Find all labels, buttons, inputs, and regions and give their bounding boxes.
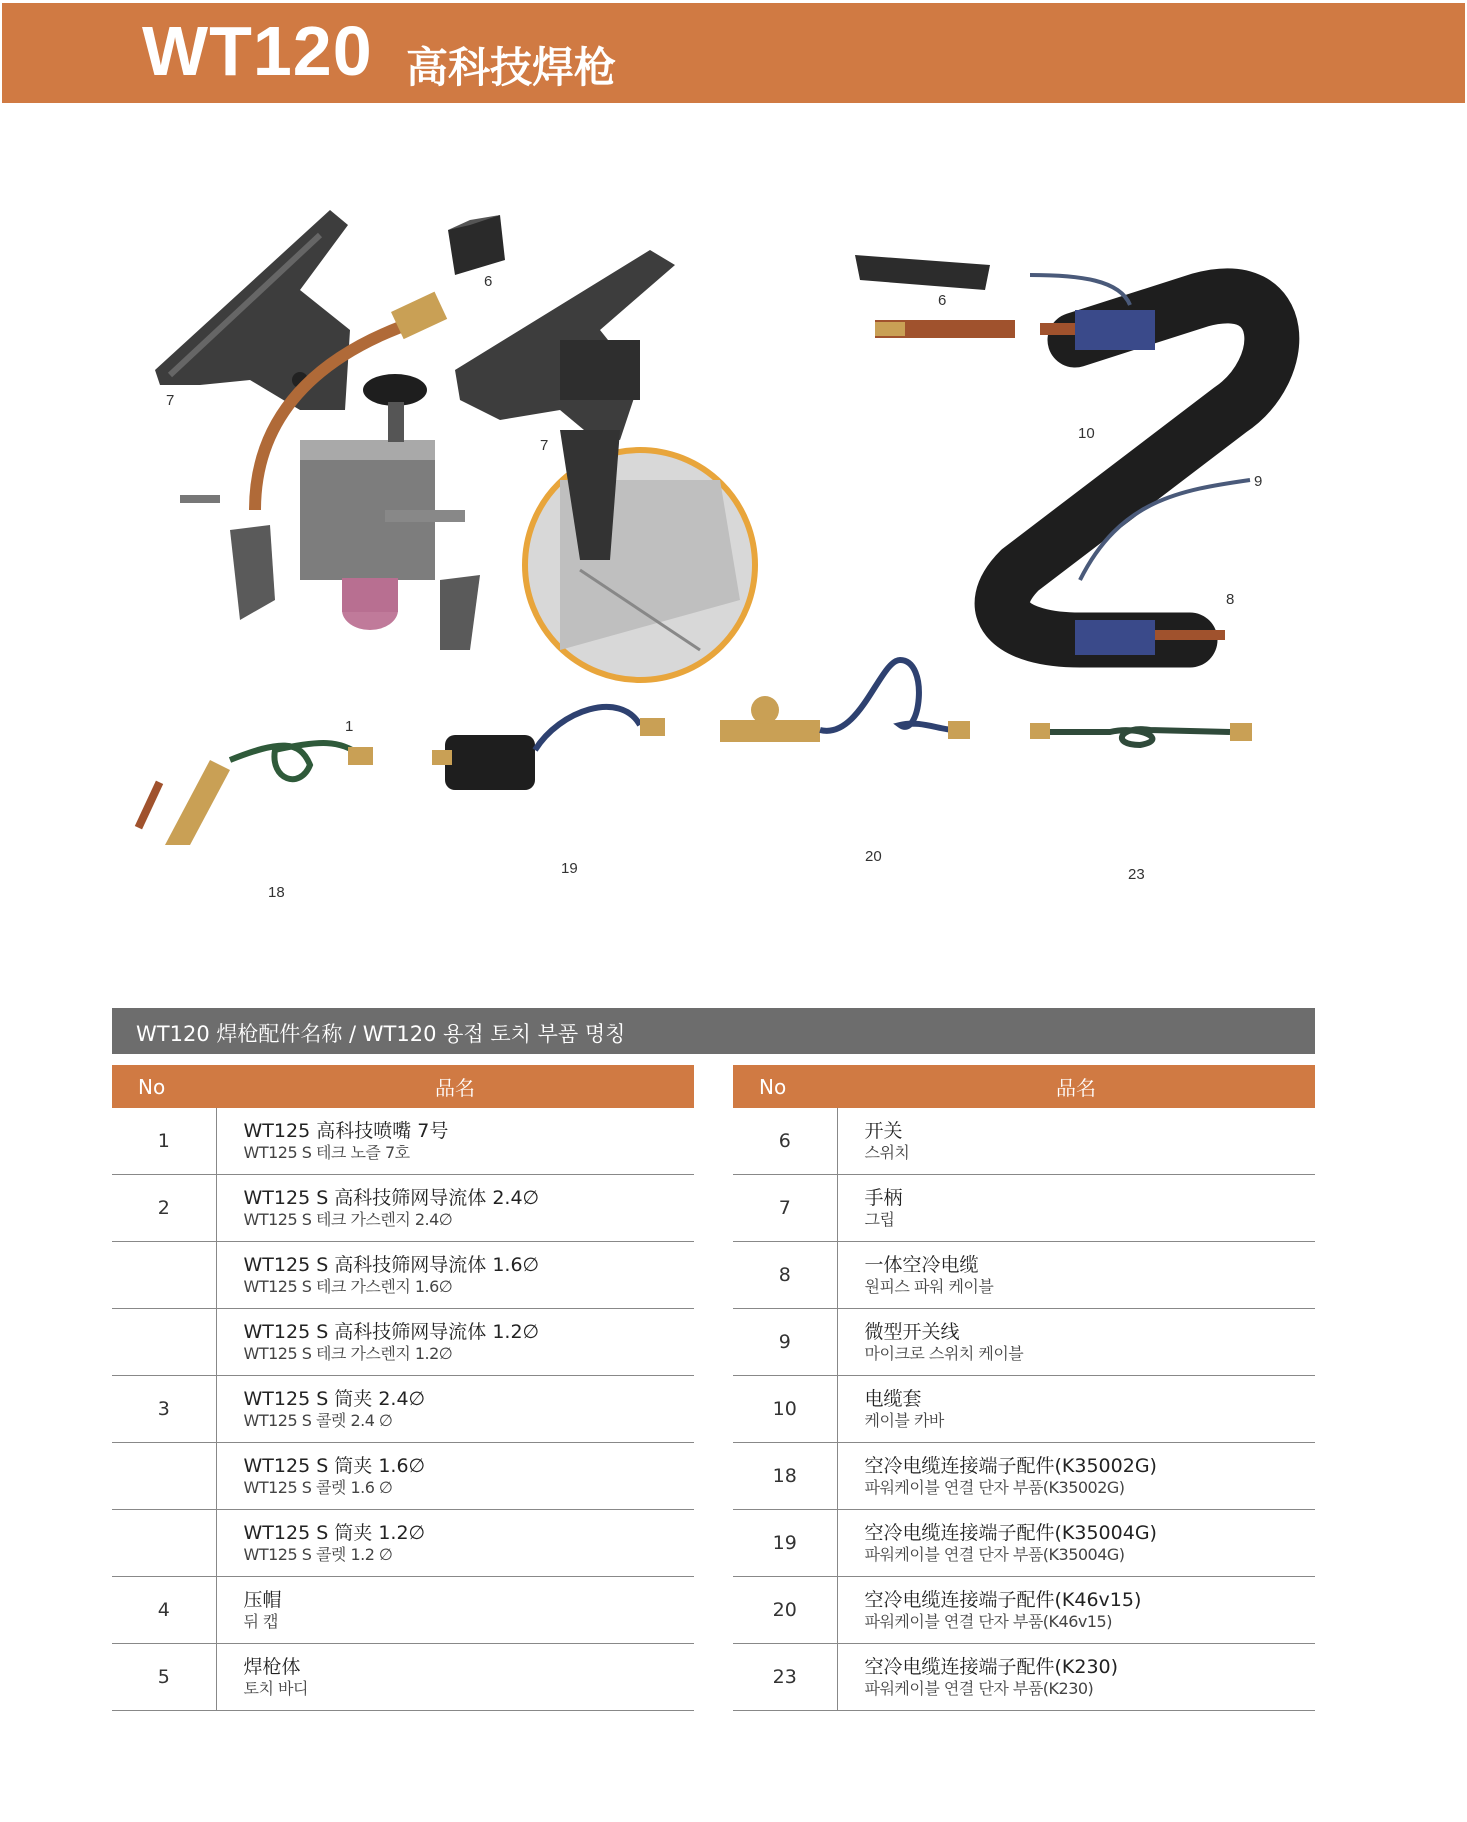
part-name-cn: 电缆套 (864, 1388, 922, 1410)
part-no: 5 (112, 1644, 216, 1711)
part-no: 10 (733, 1376, 837, 1443)
part-no: 9 (733, 1309, 837, 1376)
parts-table-title-text: WT120 焊枪配件名称 / WT120 용접 토치 부품 명칭 (136, 1022, 626, 1046)
callout-18: 18 (268, 884, 285, 901)
table-row (112, 1644, 694, 1711)
part-no: 8 (733, 1242, 837, 1309)
callout-6-right: 6 (938, 292, 947, 309)
part-no: 3 (112, 1376, 216, 1443)
part-name-cn: WT125 S 高科技筛网导流体 1.6∅ (243, 1254, 540, 1276)
connector-k35002g (135, 743, 373, 845)
part-no (112, 1309, 216, 1376)
connector-k46v15 (720, 660, 970, 742)
part-no (112, 1242, 216, 1309)
part-name-kr: 파워케이블 연결 단자 부품(K35004G) (864, 1545, 1125, 1564)
callout-23: 23 (1128, 866, 1145, 883)
part-name-kr: WT125 S 테크 가스렌지 1.2∅ (243, 1344, 453, 1363)
callout-10: 10 (1078, 425, 1095, 442)
part-name-kr: 파워케이블 연결 단자 부품(K35002G) (864, 1478, 1125, 1497)
table-row (733, 1242, 1315, 1309)
callout-6-top: 6 (484, 273, 493, 290)
model-title: WT120 (142, 12, 373, 90)
callout-9: 9 (1254, 473, 1263, 490)
table-row (733, 1443, 1315, 1510)
table-row (112, 1108, 694, 1175)
part-name-cn: WT125 S 筒夹 1.6∅ (243, 1455, 426, 1477)
part-name-cn: 空冷电缆连接端子配件(K46v15) (864, 1589, 1142, 1611)
part-name-cn: 手柄 (864, 1187, 903, 1209)
part-no: 2 (112, 1175, 216, 1242)
callout-7-right: 7 (540, 437, 549, 454)
table-row (112, 1175, 694, 1242)
table-row (733, 1309, 1315, 1376)
callout-19: 19 (561, 860, 578, 877)
connector-k230 (1030, 723, 1252, 745)
part-name-cn: WT125 S 高科技筛网导流体 2.4∅ (243, 1187, 540, 1209)
column-header-no: No (733, 1065, 837, 1108)
part-name-kr: WT125 S 콜렛 2.4 ∅ (243, 1411, 393, 1430)
callout-8: 8 (1226, 591, 1235, 608)
part-name-cn: 空冷电缆连接端子配件(K230) (864, 1656, 1119, 1678)
column-header-no: No (112, 1065, 216, 1108)
parts-table-left (112, 1065, 694, 1711)
table-row (733, 1108, 1315, 1175)
part-no: 4 (112, 1577, 216, 1644)
part-name-cn: 空冷电缆连接端子配件(K35002G) (864, 1455, 1157, 1477)
part-no: 7 (733, 1175, 837, 1242)
page-header (2, 3, 1465, 103)
part-no (112, 1510, 216, 1577)
part-name-cn: 空冷电缆连接端子配件(K35004G) (864, 1522, 1157, 1544)
part-name-cn: WT125 S 筒夹 1.2∅ (243, 1522, 426, 1544)
table-row (112, 1577, 694, 1644)
exploded-parts-diagram (0, 180, 1467, 940)
part-no: 23 (733, 1644, 837, 1711)
part-name-kr: WT125 S 테크 가스렌지 2.4∅ (243, 1210, 453, 1229)
part-name-cn: WT125 高科技喷嘴 7号 (243, 1120, 449, 1142)
callout-7-left: 7 (166, 392, 175, 409)
grip-part-left (155, 210, 350, 410)
part-name-cn: WT125 S 高科技筛网导流体 1.2∅ (243, 1321, 540, 1343)
part-name-kr: WT125 S 테크 노즐 7호 (243, 1143, 410, 1162)
part-name-cn: 微型开关线 (864, 1321, 960, 1343)
weld-detail-inset (525, 430, 755, 680)
switch-part (448, 215, 505, 275)
part-name-cn: WT125 S 筒夹 2.4∅ (243, 1388, 426, 1410)
part-name-cn: 开关 (864, 1120, 903, 1142)
part-name-kr: 토치 바디 (243, 1679, 308, 1698)
table-row (112, 1510, 694, 1577)
table-row (733, 1376, 1315, 1443)
part-name-kr: 파워케이블 연결 단자 부품(K46v15) (864, 1612, 1112, 1631)
column-header-name: 品名 (837, 1065, 1315, 1108)
part-no: 6 (733, 1108, 837, 1175)
part-name-kr: WT125 S 콜렛 1.6 ∅ (243, 1478, 393, 1497)
callout-20: 20 (865, 848, 882, 865)
part-name-kr: 케이블 카바 (864, 1411, 944, 1430)
table-row (733, 1175, 1315, 1242)
part-name-cn: 一体空冷电缆 (864, 1254, 979, 1276)
part-no: 20 (733, 1577, 837, 1644)
parts-table-right (733, 1065, 1315, 1711)
part-name-kr: WT125 S 테크 가스렌지 1.6∅ (243, 1277, 453, 1296)
table-row (733, 1644, 1315, 1711)
part-name-kr: 원피스 파워 케이블 (864, 1277, 994, 1296)
table-row (112, 1242, 694, 1309)
callout-1: 1 (345, 718, 354, 735)
part-name-kr: 파워케이블 연결 단자 부품(K230) (864, 1679, 1094, 1698)
product-subtitle: 高科技焊枪 (406, 43, 617, 92)
connector-k35004g (432, 707, 665, 790)
table-row (733, 1510, 1315, 1577)
column-header-name: 品名 (216, 1065, 694, 1108)
table-row (112, 1376, 694, 1443)
part-name-kr: 그립 (864, 1210, 895, 1229)
part-no: 1 (112, 1108, 216, 1175)
part-name-kr: 뒤 캡 (243, 1612, 278, 1631)
part-name-cn: 压帽 (243, 1589, 282, 1611)
table-row (112, 1443, 694, 1510)
part-no: 19 (733, 1510, 837, 1577)
part-name-kr: WT125 S 콜렛 1.2 ∅ (243, 1545, 393, 1564)
table-row (733, 1577, 1315, 1644)
part-no (112, 1443, 216, 1510)
part-name-kr: 마이크로 스위치 케이블 (864, 1344, 1024, 1363)
switch-cable-part (855, 255, 1015, 338)
part-name-kr: 스위치 (864, 1143, 910, 1162)
part-no: 18 (733, 1443, 837, 1510)
table-row (112, 1309, 694, 1376)
part-name-cn: 焊枪体 (243, 1656, 301, 1678)
parts-table-title (112, 1008, 1315, 1054)
